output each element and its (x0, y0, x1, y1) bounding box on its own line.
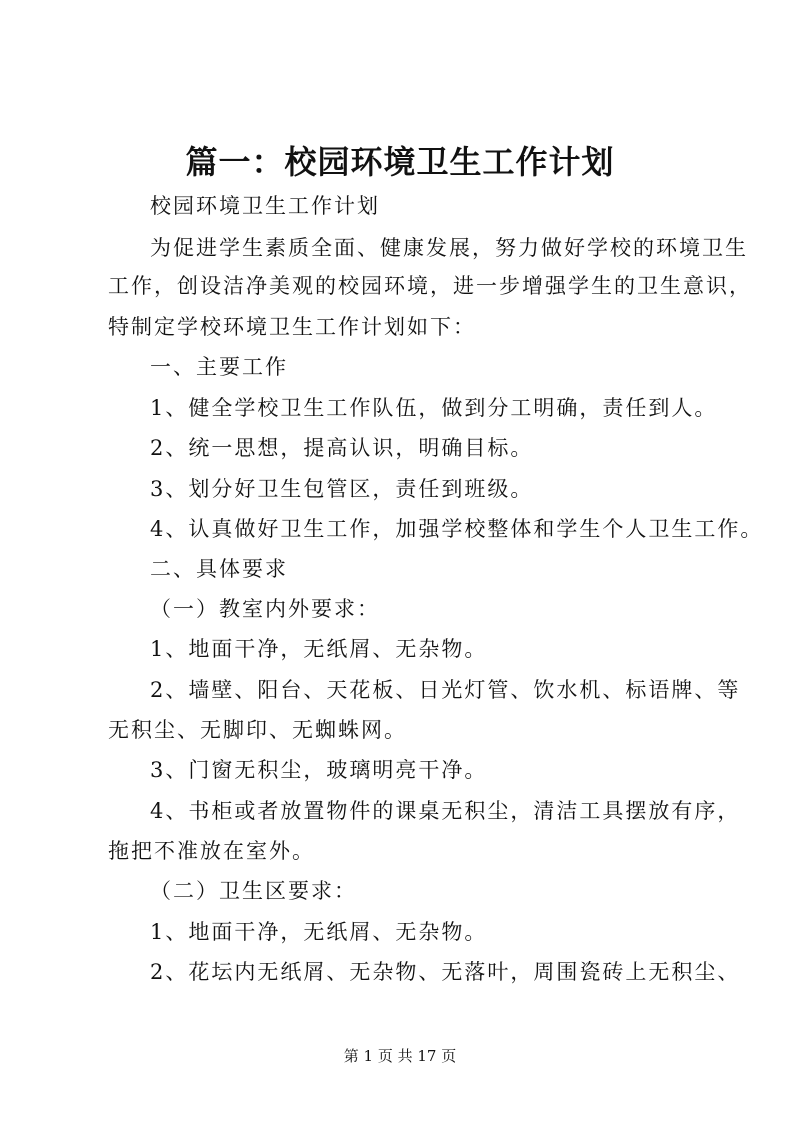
section-heading: 一、主要工作 (150, 355, 288, 379)
paragraph-line: 1、地面干净，无纸屑、无杂物。 (150, 920, 488, 944)
paragraph-line: 1、健全学校卫生工作队伍，做到分工明确，责任到人。 (150, 396, 718, 420)
paragraph-line: 2、花坛内无纸屑、无杂物、无落叶，周围瓷砖上无积尘、 (150, 960, 741, 984)
paragraph-line: 2、墙壁、阳台、天花板、日光灯管、饮水机、标语牌、等 (150, 678, 741, 702)
paragraph-line: 校园环境卫生工作计划 (150, 194, 380, 218)
paragraph-line: 为促进学生素质全面、健康发展，努力做好学校的环境卫生 (150, 236, 748, 260)
paragraph-line: 2、统一思想，提高认识，明确目标。 (150, 436, 534, 460)
paragraph-line: 无积尘、无脚印、无蜘蛛网。 (108, 718, 407, 742)
page-footer: 第 1 页 共 17 页 (343, 1047, 457, 1065)
document-title: 篇一：校园环境卫生工作计划 (185, 143, 615, 181)
paragraph-line: 工作，创设洁净美观的校园环境，进一步增强学生的卫生意识， (108, 274, 752, 298)
subsection-heading: （一）教室内外要求： (150, 597, 380, 621)
paragraph-line: 1、地面干净，无纸屑、无杂物。 (150, 637, 488, 661)
paragraph-line: 4、书柜或者放置物件的课桌无积尘，清洁工具摆放有序， (150, 799, 741, 823)
paragraph-line: 特制定学校环境卫生工作计划如下： (108, 315, 476, 339)
section-heading: 二、具体要求 (150, 557, 288, 581)
paragraph-line: 3、划分好卫生包管区，责任到班级。 (150, 477, 534, 501)
subsection-heading: （二）卫生区要求： (150, 879, 357, 903)
paragraph-line: 4、认真做好卫生工作，加强学校整体和学生个人卫生工作。 (150, 517, 764, 541)
paragraph-line: 拖把不准放在室外。 (108, 839, 315, 863)
paragraph-line: 3、门窗无积尘，玻璃明亮干净。 (150, 758, 488, 782)
